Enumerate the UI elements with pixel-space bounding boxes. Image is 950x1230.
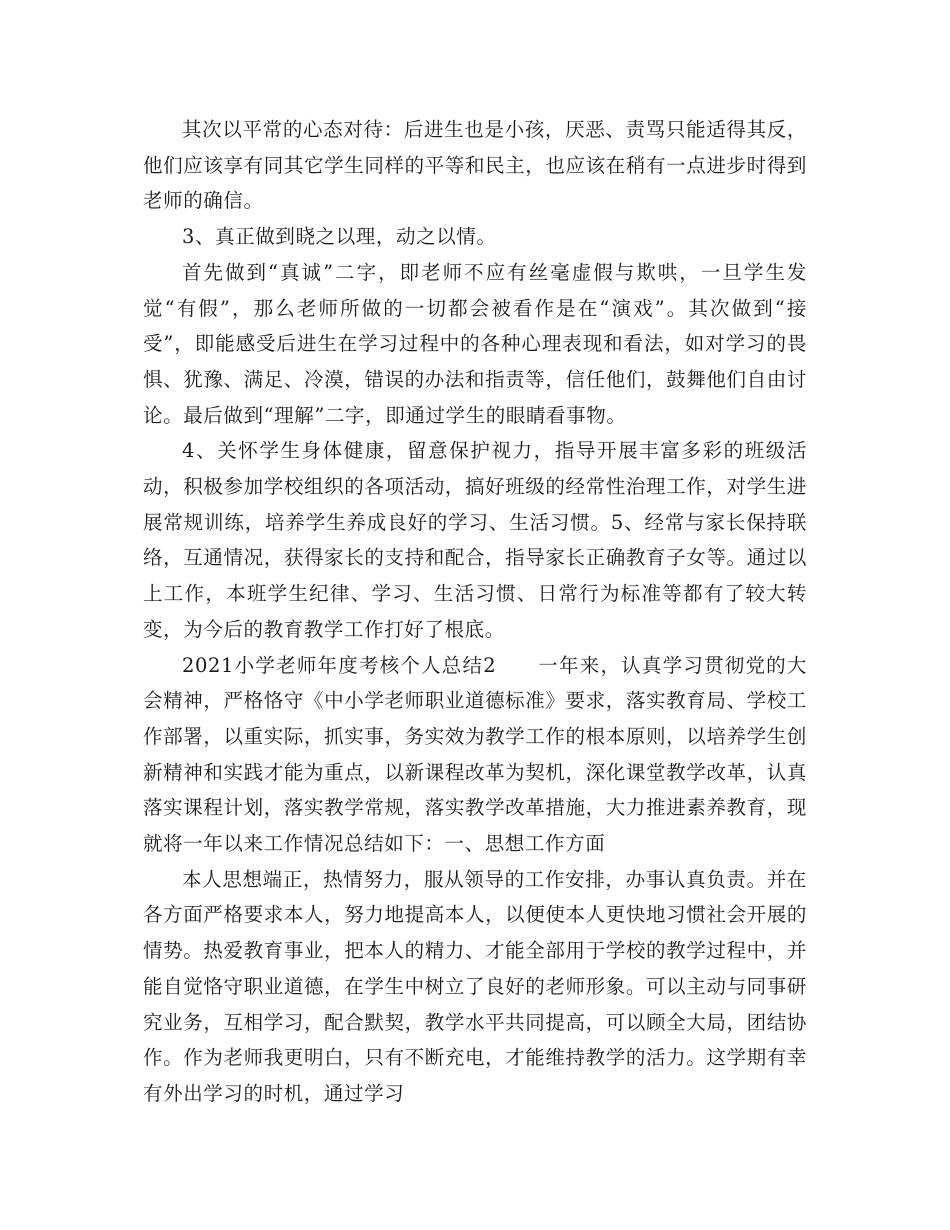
paragraph: 2021小学老师年度考核个人总结2 一年来，认真学习贯彻党的大会精神，严格恪守《中小学老师职业道德标准》要求，落实教育局、学校工作部署，以重实际，抓实事，务实效为教学工作的根本原则，以培养学生创新精神和实践才能为重点，以新课程改革为契机，深化课堂教学改革，认真落实课程计划，落实教学常规，落实教学改革措施，大力推进素养教育，现就将一年以来工作情况总结如下：一、思想工作方面 <box>143 653 807 856</box>
document-body <box>143 112 807 1112</box>
paragraph: 4、关怀学生身体健康，留意保护视力，指导开展丰富多彩的班级活动，积极参加学校组织的各项活动，搞好班级的经常性治理工作，对学生进展常规训练，培养学生养成良好的学习、生活习惯。5、经常与家长保持联络，互通情况，获得家长的支持和配合，指导家长正确教育子女等。通过以上工作，本班学生纪律、学习、生活习惯、日常行为标准等都有了较大转变，为今后的教育教学工作打好了根底。 <box>143 439 807 641</box>
paragraph: 3、真正做到晓之以理，动之以情。 <box>182 225 497 249</box>
paragraph: 其次以平常的心态对待：后进生也是小孩，厌恶、责骂只能适得其反，他们应该享有同其它学生同样的平等和民主，也应该在稍有一点进步时得到老师的确信。 <box>143 118 807 213</box>
paragraph: 本人思想端正，热情努力，服从领导的工作安排，办事认真负责。并在各方面严格要求本人，努力地提高本人，以便使本人更快地习惯社会开展的情势。热爱教育事业，把本人的精力、才能全部用于学校的教学过程中，并能自觉恪守职业道德，在学生中树立了良好的老师形象。可以主动与同事研究业务，互相学习，配合默契，教学水平共同提高，可以顾全大局，团结协作。作为老师我更明白，只有不断充电，才能维持教学的活力。这学期有幸有外出学习的时机，通过学习 <box>143 867 807 1105</box>
paragraph: 首先做到“真诚”二字，即老师不应有丝毫虚假与欺哄，一旦学生发觉“有假”，那么老师所做的一切都会被看作是在“演戏”。其次做到“接受”，即能感受后进生在学习过程中的各种心理表现和看法，如对学习的畏惧、犹豫、满足、冷漠，错误的办法和指责等，信任他们，鼓舞他们自由讨论。最后做到“理解”二字，即通过学生的眼睛看事物。 <box>143 260 807 427</box>
